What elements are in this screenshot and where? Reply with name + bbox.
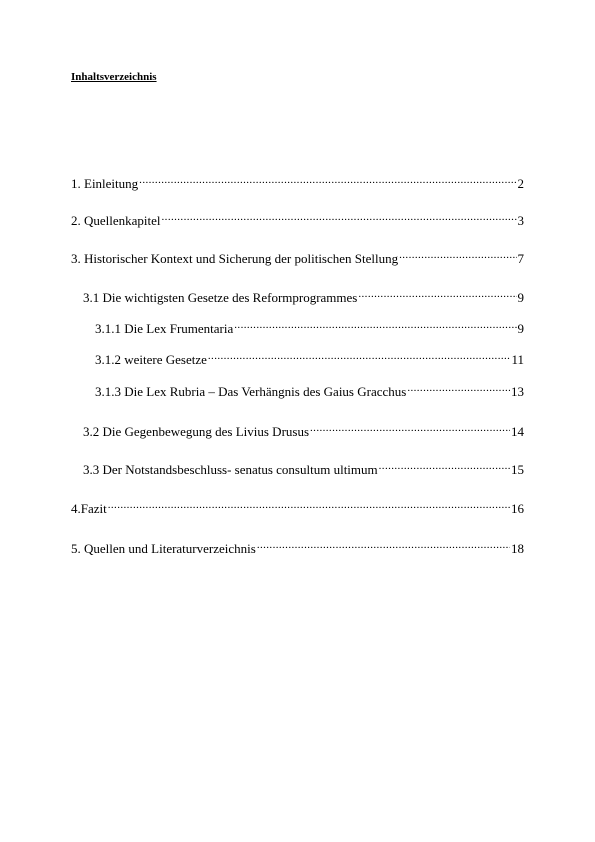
toc-entry-page: 9 <box>517 321 524 336</box>
toc-entry-notstandsbeschluss <box>83 458 524 477</box>
toc-leader-dots <box>358 286 516 302</box>
toc-entry-title: 3.1.2 weitere Gesetze <box>95 352 207 367</box>
toc-entry-weitere-gesetze <box>95 348 524 367</box>
toc-entry-title: 4.Fazit <box>71 501 107 516</box>
toc-entry-title: 3.1.3 Die Lex Rubria – Das Verhängnis des Gaius Gracchus <box>95 384 407 399</box>
toc-leader-dots <box>162 209 517 225</box>
toc-leader-dots <box>379 458 510 474</box>
toc-heading: Inhaltsverzeichnis <box>71 71 157 83</box>
toc-entry-title: 3.1 Die wichtigsten Gesetze des Reformprogrammes <box>83 290 358 305</box>
toc-leader-dots <box>310 420 510 436</box>
toc-leader-dots <box>208 348 511 364</box>
toc-entry-page: 3 <box>517 213 524 228</box>
toc-entry-gesetze-reformprogramm <box>83 286 524 305</box>
toc-leader-dots <box>407 380 510 396</box>
toc-entry-page: 9 <box>517 290 524 305</box>
toc-leader-dots <box>108 497 510 513</box>
toc-entry-title: 1. Einleitung <box>71 176 139 191</box>
toc-entry-title: 3. Historischer Kontext und Sicherung der politischen Stellung <box>71 251 399 266</box>
toc-leader-dots <box>399 247 516 263</box>
toc-entry-page: 2 <box>517 176 524 191</box>
toc-entry-title: 2. Quellenkapitel <box>71 213 161 228</box>
toc-entry-page: 15 <box>511 462 524 477</box>
toc-entry-livius-drusus <box>83 420 524 439</box>
toc-entry-title: 3.2 Die Gegenbewegung des Livius Drusus <box>83 424 310 439</box>
toc-entry-historischer-kontext <box>71 247 524 266</box>
toc-leader-dots <box>139 172 516 188</box>
toc-entry-lex-rubria <box>95 380 524 399</box>
toc-entry-page: 16 <box>511 501 524 516</box>
toc-entry-quellen-literatur <box>71 537 524 556</box>
toc-entry-page: 18 <box>511 541 524 556</box>
toc-entry-title: 5. Quellen und Literaturverzeichnis <box>71 541 256 556</box>
toc-entry-title: 3.1.1 Die Lex Frumentaria <box>95 321 234 336</box>
toc-entry-title: 3.3 Der Notstandsbeschluss- senatus consultum ultimum <box>83 462 378 477</box>
toc-leader-dots <box>257 537 510 553</box>
toc-entry-page: 14 <box>511 424 524 439</box>
toc-leader-dots <box>234 317 516 333</box>
toc-entry-lex-frumentaria <box>95 317 524 336</box>
toc-entry-einleitung <box>71 172 524 191</box>
toc-entry-page: 13 <box>511 384 524 399</box>
toc-entry-quellenkapitel <box>71 209 524 228</box>
toc-entry-page: 11 <box>511 352 524 367</box>
toc-entry-page: 7 <box>517 251 524 266</box>
toc-entry-fazit <box>71 497 524 516</box>
